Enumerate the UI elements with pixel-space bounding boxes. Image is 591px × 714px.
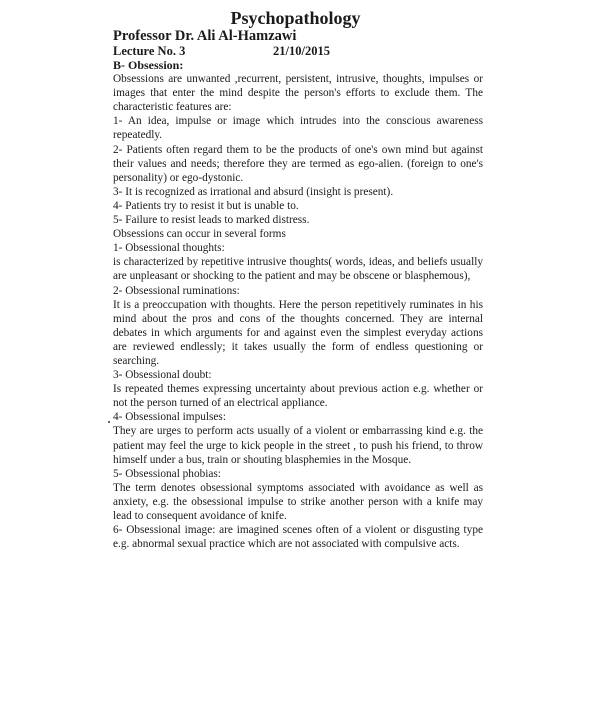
form-5-heading: 5- Obsessional phobias:: [113, 467, 221, 480]
feature-3: 3- It is recognized as irrational and absurd (insight is present).: [113, 185, 394, 198]
feature-5: 5- Failure to resist leads to marked distress.: [113, 214, 310, 227]
document-title: Psychopathology: [230, 8, 361, 28]
forms-intro: Obsessions can occur in several forms: [113, 228, 286, 241]
lecture-date: 21/10/2015: [273, 44, 330, 58]
form-3-heading: 3- Obsessional doubt:: [113, 369, 212, 382]
document-body: [113, 58, 483, 551]
form-4-text: They are urges to perform acts usually of a violent or embarrassing kind e.g. the patient may feel the urge to kick people in the street , to push his friend, to throw himself under a bus, train or shouting blasphemies in the Mosque.: [113, 425, 483, 466]
form-1-heading: 1- Obsessional thoughts:: [113, 242, 225, 255]
form-2-heading: 2- Obsessional ruminations:: [113, 284, 240, 297]
form-6-text: 6- Obsessional image: are imagined scenes often of a violent or disgusting type e.g. abnormal sexual practice which are not associated with compulsive acts.: [113, 524, 483, 551]
form-2-text: It is a preoccupation with thoughts. Here the person repetitively ruminates in his mind about the pros and cons of the thoughts concerned. They are internal debates in which arguments for and against even the simplest everyday actions are reviewed endlessly; it takes usually the form of endless questioning or searching.: [113, 298, 483, 367]
form-4-heading: 4- Obsessional impulses:: [113, 411, 226, 424]
form-5-text: The term denotes obsessional symptoms associated with avoidance as well as anxiety, e.g. the obsessional impulse to strike another person with a knife may lead to consequent avoidance of knife.: [113, 481, 483, 522]
form-1-text: is characterized by repetitive intrusive thoughts( words, ideas, and beliefs usually are unpleasant or shocking to the patient and may be obscene or blasphemous),: [113, 256, 483, 283]
feature-4: 4- Patients try to resist it but is unable to.: [113, 199, 299, 212]
feature-1: 1- An idea, impulse or image which intrudes into the conscious awareness repeatedly.: [113, 115, 483, 142]
author-name: Professor Dr. Ali Al-Hamzawi: [113, 28, 297, 44]
lecture-number: Lecture No. 3: [113, 44, 186, 58]
section-heading: B- Obsession:: [113, 58, 184, 72]
scan-speck: [108, 421, 110, 423]
form-3-text: Is repeated themes expressing uncertainty about previous action e.g. whether or not the person turned of an electrical appliance.: [113, 383, 483, 410]
paragraph-intro: Obsessions are unwanted ,recurrent, persistent, intrusive, thoughts, impulses or images that enter the mind despite the person's efforts to exclude them. The characteristic features are:: [113, 73, 483, 114]
lecture-line: [113, 44, 330, 59]
feature-2: 2- Patients often regard them to be the products of one's own mind but against their values and needs; therefore they are termed as ego-alien. (foreign to one's personality) or ego-dystonic.: [113, 143, 483, 184]
